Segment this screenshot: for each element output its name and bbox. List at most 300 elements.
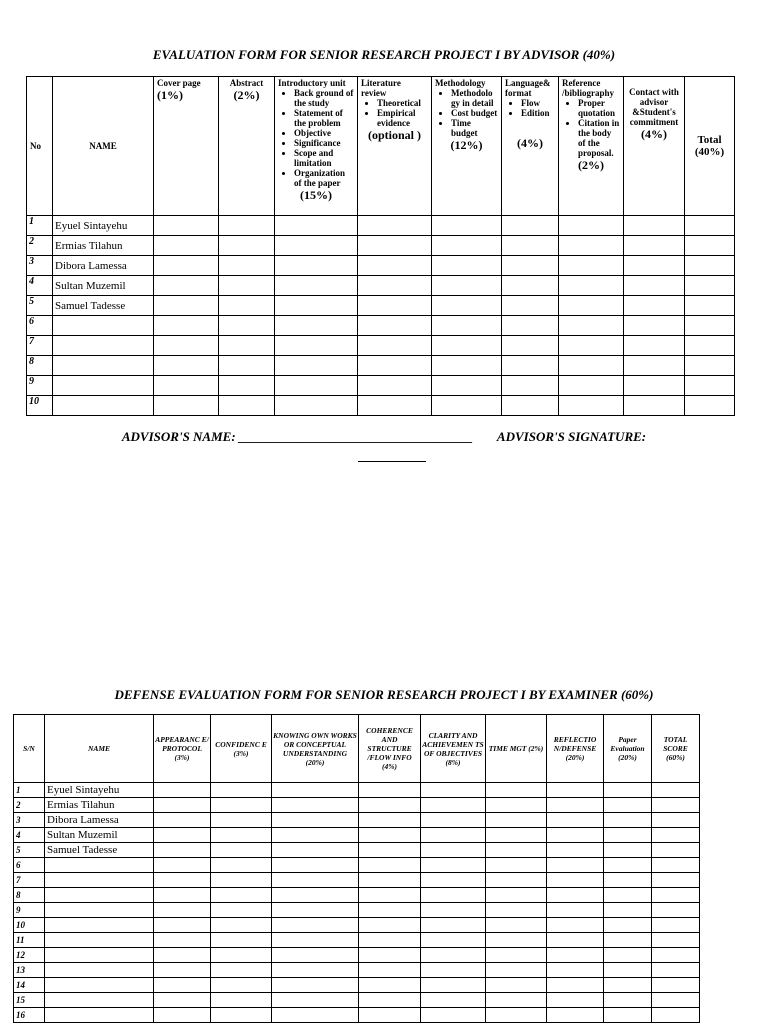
score-cell[interactable] <box>154 356 219 376</box>
score-cell[interactable] <box>154 963 211 978</box>
score-cell[interactable] <box>559 356 624 376</box>
score-cell[interactable] <box>486 993 547 1008</box>
score-cell[interactable] <box>154 873 211 888</box>
score-cell[interactable] <box>154 858 211 873</box>
table-row <box>14 828 700 843</box>
score-cell[interactable] <box>275 396 358 416</box>
header-coherence: COHERENCE AND STRUCTURE /FLOW INFO (4%) <box>359 715 421 783</box>
score-cell[interactable] <box>604 993 652 1008</box>
score-cell[interactable] <box>359 828 421 843</box>
score-cell[interactable] <box>272 783 359 798</box>
score-cell[interactable] <box>624 216 685 236</box>
score-cell[interactable] <box>211 978 272 993</box>
score-cell[interactable] <box>432 316 502 336</box>
score-cell[interactable] <box>486 843 547 858</box>
table-row <box>27 316 735 336</box>
score-cell[interactable] <box>604 1008 652 1023</box>
score-cell[interactable] <box>154 903 211 918</box>
score-cell[interactable] <box>275 316 358 336</box>
score-cell[interactable] <box>652 843 700 858</box>
score-cell[interactable] <box>219 276 275 296</box>
score-cell[interactable] <box>486 978 547 993</box>
score-cell[interactable] <box>272 993 359 1008</box>
score-cell[interactable] <box>359 978 421 993</box>
score-cell[interactable] <box>275 356 358 376</box>
score-cell[interactable] <box>272 1008 359 1023</box>
score-cell[interactable] <box>604 978 652 993</box>
score-cell[interactable] <box>421 798 486 813</box>
score-cell[interactable] <box>547 933 604 948</box>
score-cell[interactable] <box>421 993 486 1008</box>
student-name <box>45 948 154 963</box>
score-cell[interactable] <box>211 783 272 798</box>
ref-list <box>562 98 620 158</box>
score-cell[interactable] <box>154 376 219 396</box>
score-cell[interactable] <box>272 888 359 903</box>
score-cell[interactable] <box>358 216 432 236</box>
score-cell[interactable] <box>652 948 700 963</box>
score-cell[interactable] <box>421 948 486 963</box>
score-cell[interactable] <box>211 948 272 963</box>
score-cell[interactable] <box>358 376 432 396</box>
table-row <box>27 256 735 276</box>
score-cell[interactable] <box>486 963 547 978</box>
score-cell[interactable] <box>211 903 272 918</box>
score-cell[interactable] <box>219 356 275 376</box>
table-row <box>14 963 700 978</box>
score-cell[interactable] <box>432 236 502 256</box>
score-cell[interactable] <box>685 296 735 316</box>
header-lit-label: Literature review <box>361 78 401 98</box>
score-cell[interactable] <box>275 276 358 296</box>
header-introductory-unit <box>275 77 358 216</box>
score-cell[interactable] <box>154 276 219 296</box>
header-total <box>685 77 735 216</box>
score-cell[interactable] <box>421 933 486 948</box>
score-cell[interactable] <box>211 843 272 858</box>
score-cell[interactable] <box>154 798 211 813</box>
header-clarity: CLARITY AND ACHIEVEMEN TS OF OBJECTIVES (8%) <box>421 715 486 783</box>
student-name <box>45 888 154 903</box>
score-cell[interactable] <box>486 828 547 843</box>
score-cell[interactable] <box>272 843 359 858</box>
score-cell[interactable] <box>272 858 359 873</box>
score-cell[interactable] <box>624 296 685 316</box>
score-cell[interactable] <box>272 918 359 933</box>
score-cell[interactable] <box>604 963 652 978</box>
score-cell[interactable] <box>652 963 700 978</box>
score-cell[interactable] <box>421 828 486 843</box>
lit-item: • Empirical evidence <box>377 108 428 128</box>
score-cell[interactable] <box>219 316 275 336</box>
header-intro-label: Introductory unit <box>278 78 346 88</box>
row-number: 16 <box>14 1008 45 1023</box>
advisor-signature-line <box>0 429 768 445</box>
score-cell[interactable] <box>502 396 559 416</box>
score-cell[interactable] <box>359 843 421 858</box>
header-method-label: Methodology <box>435 78 486 88</box>
row-number: 4 <box>14 828 45 843</box>
score-cell[interactable] <box>358 256 432 276</box>
score-cell[interactable] <box>219 296 275 316</box>
score-cell[interactable] <box>154 316 219 336</box>
score-cell[interactable] <box>486 918 547 933</box>
score-cell[interactable] <box>421 873 486 888</box>
score-cell[interactable] <box>685 376 735 396</box>
score-cell[interactable] <box>604 783 652 798</box>
table-row <box>14 1008 700 1023</box>
score-cell[interactable] <box>432 396 502 416</box>
row-number: 7 <box>27 336 53 356</box>
examiner-evaluation-table <box>13 714 700 1023</box>
score-cell[interactable] <box>275 336 358 356</box>
header-lang-label: Language& format <box>505 78 551 98</box>
score-cell[interactable] <box>272 798 359 813</box>
score-cell[interactable] <box>547 828 604 843</box>
score-cell[interactable] <box>421 858 486 873</box>
score-cell[interactable] <box>559 296 624 316</box>
score-cell[interactable] <box>272 948 359 963</box>
score-cell[interactable] <box>219 376 275 396</box>
score-cell[interactable] <box>502 316 559 336</box>
row-number: 9 <box>27 376 53 396</box>
score-cell[interactable] <box>547 903 604 918</box>
score-cell[interactable] <box>421 783 486 798</box>
score-cell[interactable] <box>211 873 272 888</box>
score-cell[interactable] <box>358 396 432 416</box>
score-cell[interactable] <box>604 888 652 903</box>
score-cell[interactable] <box>154 336 219 356</box>
score-cell[interactable] <box>421 813 486 828</box>
score-cell[interactable] <box>154 783 211 798</box>
score-cell[interactable] <box>547 918 604 933</box>
method-item: • Cost budget <box>451 108 498 118</box>
score-cell[interactable] <box>359 963 421 978</box>
row-number: 3 <box>27 256 53 276</box>
score-cell[interactable] <box>604 918 652 933</box>
score-cell[interactable] <box>604 948 652 963</box>
score-cell[interactable] <box>502 256 559 276</box>
score-cell[interactable] <box>359 903 421 918</box>
score-cell[interactable] <box>685 256 735 276</box>
score-cell[interactable] <box>154 813 211 828</box>
score-cell[interactable] <box>652 783 700 798</box>
row-number: 5 <box>14 843 45 858</box>
score-cell[interactable] <box>154 918 211 933</box>
score-cell[interactable] <box>652 903 700 918</box>
score-cell[interactable] <box>421 978 486 993</box>
score-cell[interactable] <box>486 948 547 963</box>
score-cell[interactable] <box>359 993 421 1008</box>
score-cell[interactable] <box>604 813 652 828</box>
header-cover-page <box>154 77 219 216</box>
score-cell[interactable] <box>486 873 547 888</box>
score-cell[interactable] <box>559 236 624 256</box>
score-cell[interactable] <box>652 873 700 888</box>
score-cell[interactable] <box>154 256 219 276</box>
score-cell[interactable] <box>502 276 559 296</box>
score-cell[interactable] <box>486 888 547 903</box>
score-cell[interactable] <box>624 396 685 416</box>
score-cell[interactable] <box>624 256 685 276</box>
score-cell[interactable] <box>604 843 652 858</box>
table-row <box>14 843 700 858</box>
score-cell[interactable] <box>219 216 275 236</box>
score-cell[interactable] <box>624 236 685 256</box>
score-cell[interactable] <box>359 888 421 903</box>
score-cell[interactable] <box>211 798 272 813</box>
lit-item: • Theoretical <box>377 98 428 108</box>
score-cell[interactable] <box>685 336 735 356</box>
score-cell[interactable] <box>652 798 700 813</box>
lang-item: • Edition <box>521 108 555 118</box>
score-cell[interactable] <box>421 903 486 918</box>
table-row <box>14 903 700 918</box>
score-cell[interactable] <box>652 918 700 933</box>
score-cell[interactable] <box>275 256 358 276</box>
score-cell[interactable] <box>486 798 547 813</box>
row-number: 5 <box>27 296 53 316</box>
student-name: Samuel Tadesse <box>53 296 154 316</box>
score-cell[interactable] <box>547 858 604 873</box>
score-cell[interactable] <box>604 858 652 873</box>
score-cell[interactable] <box>652 1008 700 1023</box>
score-cell[interactable] <box>547 888 604 903</box>
row-number: 2 <box>14 798 45 813</box>
method-item: • Methodolo gy in detail <box>451 88 498 108</box>
score-cell[interactable] <box>432 276 502 296</box>
score-cell[interactable] <box>154 216 219 236</box>
score-cell[interactable] <box>154 843 211 858</box>
lit-list <box>361 98 428 128</box>
score-cell[interactable] <box>486 1008 547 1023</box>
score-cell[interactable] <box>685 236 735 256</box>
header-sn: S/N <box>14 715 45 783</box>
score-cell[interactable] <box>275 236 358 256</box>
score-cell[interactable] <box>359 783 421 798</box>
score-cell[interactable] <box>211 858 272 873</box>
header-total-pct: (40%) <box>694 146 725 158</box>
score-cell[interactable] <box>154 993 211 1008</box>
score-cell[interactable] <box>219 396 275 416</box>
score-cell[interactable] <box>685 276 735 296</box>
score-cell[interactable] <box>219 236 275 256</box>
score-cell[interactable] <box>547 993 604 1008</box>
score-cell[interactable] <box>358 336 432 356</box>
score-cell[interactable] <box>154 828 211 843</box>
score-cell[interactable] <box>604 933 652 948</box>
score-cell[interactable] <box>432 356 502 376</box>
score-cell[interactable] <box>432 256 502 276</box>
score-cell[interactable] <box>624 356 685 376</box>
header-language-format <box>502 77 559 216</box>
score-cell[interactable] <box>547 948 604 963</box>
table-row <box>14 798 700 813</box>
score-cell[interactable] <box>604 798 652 813</box>
score-cell[interactable] <box>432 296 502 316</box>
score-cell[interactable] <box>359 918 421 933</box>
score-cell[interactable] <box>358 296 432 316</box>
score-cell[interactable] <box>547 978 604 993</box>
score-cell[interactable] <box>624 316 685 336</box>
score-cell[interactable] <box>421 888 486 903</box>
score-cell[interactable] <box>559 336 624 356</box>
student-name <box>53 396 154 416</box>
score-cell[interactable] <box>486 783 547 798</box>
score-cell[interactable] <box>211 918 272 933</box>
score-cell[interactable] <box>604 903 652 918</box>
row-number: 14 <box>14 978 45 993</box>
intro-item: • Scope and limitation <box>294 148 354 168</box>
score-cell[interactable] <box>359 933 421 948</box>
score-cell[interactable] <box>272 813 359 828</box>
row-number: 12 <box>14 948 45 963</box>
score-cell[interactable] <box>275 216 358 236</box>
header-total-score: TOTAL SCORE (60%) <box>652 715 700 783</box>
score-cell[interactable] <box>432 216 502 236</box>
score-cell[interactable] <box>211 993 272 1008</box>
table-row <box>14 873 700 888</box>
score-cell[interactable] <box>624 276 685 296</box>
score-cell[interactable] <box>559 216 624 236</box>
score-cell[interactable] <box>359 948 421 963</box>
score-cell[interactable] <box>275 376 358 396</box>
score-cell[interactable] <box>547 1008 604 1023</box>
score-cell[interactable] <box>547 843 604 858</box>
score-cell[interactable] <box>502 236 559 256</box>
student-name <box>53 336 154 356</box>
score-cell[interactable] <box>359 858 421 873</box>
header-reference <box>559 77 624 216</box>
score-cell[interactable] <box>652 993 700 1008</box>
score-cell[interactable] <box>652 828 700 843</box>
score-cell[interactable] <box>272 933 359 948</box>
score-cell[interactable] <box>559 396 624 416</box>
student-name <box>45 1008 154 1023</box>
score-cell[interactable] <box>272 903 359 918</box>
score-cell[interactable] <box>486 813 547 828</box>
score-cell[interactable] <box>154 1008 211 1023</box>
score-cell[interactable] <box>154 948 211 963</box>
score-cell[interactable] <box>547 783 604 798</box>
score-cell[interactable] <box>359 1008 421 1023</box>
score-cell[interactable] <box>486 933 547 948</box>
score-cell[interactable] <box>272 963 359 978</box>
score-cell[interactable] <box>624 376 685 396</box>
score-cell[interactable] <box>421 963 486 978</box>
score-cell[interactable] <box>547 873 604 888</box>
table-row <box>14 933 700 948</box>
score-cell[interactable] <box>652 858 700 873</box>
score-cell[interactable] <box>154 236 219 256</box>
score-cell[interactable] <box>432 336 502 356</box>
score-cell[interactable] <box>502 376 559 396</box>
score-cell[interactable] <box>421 1008 486 1023</box>
row-number: 10 <box>14 918 45 933</box>
score-cell[interactable] <box>421 843 486 858</box>
score-cell[interactable] <box>275 296 358 316</box>
score-cell[interactable] <box>547 963 604 978</box>
score-cell[interactable] <box>486 903 547 918</box>
score-cell[interactable] <box>272 873 359 888</box>
score-cell[interactable] <box>652 888 700 903</box>
score-cell[interactable] <box>486 858 547 873</box>
score-cell[interactable] <box>359 798 421 813</box>
score-cell[interactable] <box>559 316 624 336</box>
score-cell[interactable] <box>559 256 624 276</box>
score-cell[interactable] <box>358 316 432 336</box>
score-cell[interactable] <box>219 256 275 276</box>
score-cell[interactable] <box>559 276 624 296</box>
score-cell[interactable] <box>421 918 486 933</box>
header-cover-label: Cover page <box>157 78 201 88</box>
score-cell[interactable] <box>502 356 559 376</box>
row-number: 1 <box>27 216 53 236</box>
score-cell[interactable] <box>502 216 559 236</box>
score-cell[interactable] <box>432 376 502 396</box>
score-cell[interactable] <box>604 828 652 843</box>
score-cell[interactable] <box>358 276 432 296</box>
score-cell[interactable] <box>154 933 211 948</box>
student-name: Sultan Muzemil <box>45 828 154 843</box>
score-cell[interactable] <box>358 356 432 376</box>
score-cell[interactable] <box>272 978 359 993</box>
score-cell[interactable] <box>211 933 272 948</box>
score-cell[interactable] <box>211 1008 272 1023</box>
score-cell[interactable] <box>685 216 735 236</box>
score-cell[interactable] <box>211 828 272 843</box>
score-cell[interactable] <box>358 236 432 256</box>
score-cell[interactable] <box>685 316 735 336</box>
table-row <box>14 783 700 798</box>
score-cell[interactable] <box>559 376 624 396</box>
score-cell[interactable] <box>154 978 211 993</box>
score-cell[interactable] <box>652 978 700 993</box>
score-cell[interactable] <box>359 873 421 888</box>
score-cell[interactable] <box>685 356 735 376</box>
score-cell[interactable] <box>624 336 685 356</box>
score-cell[interactable] <box>211 963 272 978</box>
score-cell[interactable] <box>502 296 559 316</box>
row-number: 10 <box>27 396 53 416</box>
header-lang-pct: (4%) <box>517 136 543 150</box>
score-cell[interactable] <box>219 336 275 356</box>
score-cell[interactable] <box>604 873 652 888</box>
score-cell[interactable] <box>211 888 272 903</box>
score-cell[interactable] <box>502 336 559 356</box>
score-cell[interactable] <box>154 396 219 416</box>
score-cell[interactable] <box>359 813 421 828</box>
score-cell[interactable] <box>272 828 359 843</box>
method-item: • Time budget <box>451 118 498 138</box>
score-cell[interactable] <box>547 798 604 813</box>
score-cell[interactable] <box>211 813 272 828</box>
row-number: 1 <box>14 783 45 798</box>
advisor-signature-field[interactable]: ADVISOR'S SIGNATURE: <box>496 429 647 444</box>
advisor-name-field[interactable]: ADVISOR'S NAME: ____________________________________ <box>121 429 473 444</box>
score-cell[interactable] <box>652 933 700 948</box>
score-cell[interactable] <box>547 813 604 828</box>
score-cell[interactable] <box>154 296 219 316</box>
row-number: 11 <box>14 933 45 948</box>
header-lit-pct: (optional ) <box>367 128 421 142</box>
student-name <box>45 963 154 978</box>
score-cell[interactable] <box>154 888 211 903</box>
score-cell[interactable] <box>685 396 735 416</box>
intro-item: • Significance <box>294 138 354 148</box>
student-name: Eyuel Sintayehu <box>45 783 154 798</box>
score-cell[interactable] <box>652 813 700 828</box>
